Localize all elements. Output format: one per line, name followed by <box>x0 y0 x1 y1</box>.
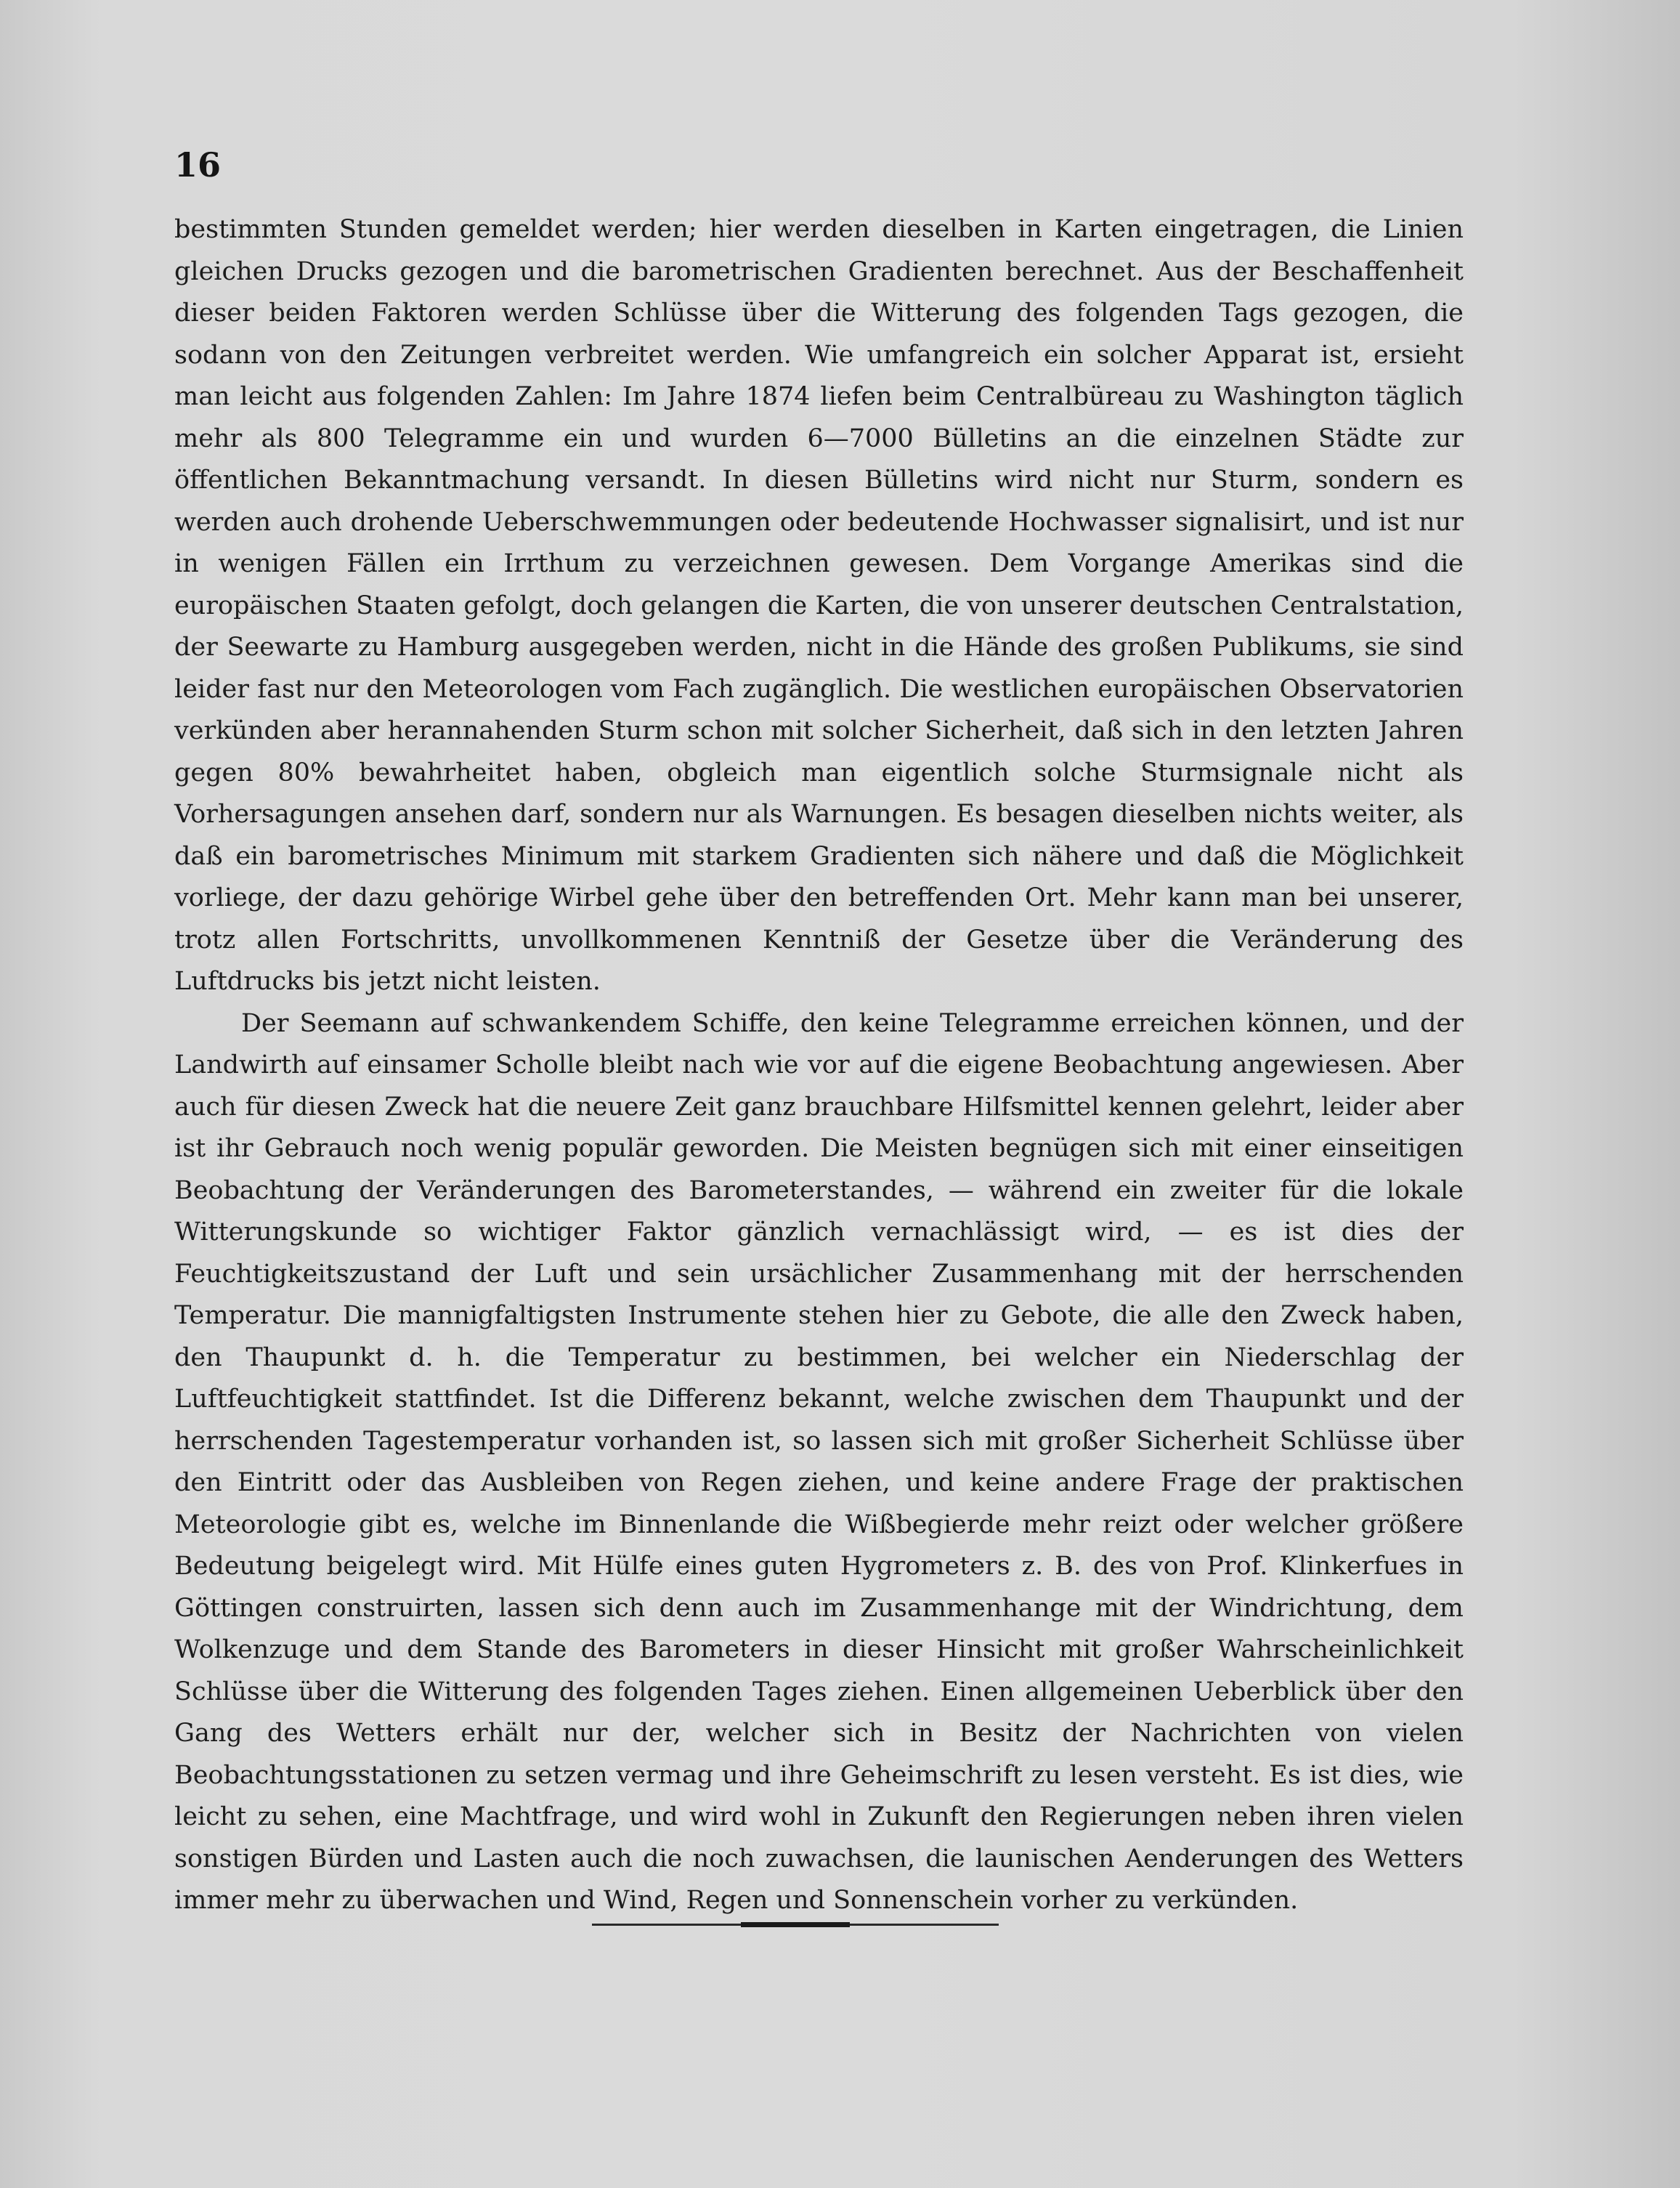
page-number: 16 <box>174 145 222 185</box>
section-end-rule <box>592 1922 999 1927</box>
body-text <box>174 209 1464 1922</box>
rule-left-line <box>592 1924 741 1926</box>
rule-center-bar <box>741 1922 850 1927</box>
paragraph-seemann: Der Seemann auf schwankendem Schiffe, den keine Telegramme erreichen können, und der Landwirth auf einsamer Scholle bleibt nach wie vor auf die eigene Beobachtung angewiesen. Aber auch für diesen Zweck hat die neuere Zeit ganz brauchbare Hilfsmittel kennen gelehrt, leider aber ist ihr Gebrauch noch wenig populär geworden. Die Meisten begnügen sich mit einer einseitigen Beobachtung der Veränderungen des Barometerstandes, — während ein zweiter für die lokale Witterungskunde so wichtiger Faktor gänzlich vernachlässigt wird, — es ist dies der Feuchtigkeitszustand der Luft und sein ursächlicher Zusammenhang mit der herrschenden Temperatur. Die mannigfaltigsten Instrumente stehen hier zu Gebote, die alle den Zweck haben, den Thaupunkt d. h. die Temperatur zu bestimmen, bei welcher ein Niederschlag der Luftfeuchtigkeit stattfindet. Ist die Differenz bekannt, welche zwischen dem Thaupunkt und der herrschenden Tagestemperatur vorhanden ist, so lassen sich mit großer Sicherheit Schlüsse über den Eintritt oder das Ausbleiben von Regen ziehen, und keine andere Frage der praktischen Meteorologie gibt es, welche im Binnenlande die Wißbegierde mehr reizt oder welcher größere Bedeutung beigelegt wird. Mit Hülfe eines guten Hygrometers z. B. des von Prof. Klinkerfues in Göttingen construirten, lassen sich denn auch im Zusammenhange mit der Windrichtung, dem Wolkenzuge und dem Stande des Barometers in dieser Hinsicht mit großer Wahrscheinlichkeit Schlüsse über die Witterung des folgenden Tages ziehen. Einen allgemeinen Ueberblick über den Gang des Wetters erhält nur der, welcher sich in Besitz der Nachrichten von vielen Beobachtungsstationen zu setzen vermag und ihre Geheimschrift zu lesen versteht. Es ist dies, wie leicht zu sehen, eine Machtfrage, und wird wohl in Zukunft den Regierungen neben ihren vielen sonstigen Bürden und Lasten auch die noch zuwachsen, die launischen Aenderungen des Wetters immer mehr zu überwachen und Wind, Regen und Sonnenschein vorher zu verkünden. <box>174 1008 1464 1915</box>
rule-right-line <box>850 1924 999 1926</box>
paragraph-continued: bestimmten Stunden gemeldet werden; hier werden dieselben in Karten eingetragen, die Linien gleichen Drucks gezogen und die barometrischen Gradienten berechnet. Aus der Beschaffenheit dieser beiden Faktoren werden Schlüsse über die Witterung des folgenden Tags gezogen, die sodann von den Zeitungen verbreitet werden. Wie umfangreich ein solcher Apparat ist, ersieht man leicht aus folgenden Zahlen: Im Jahre 1874 liefen beim Centralbüreau zu Washington täglich mehr als 800 Telegramme ein und wurden 6—7000 Bülletins an die einzelnen Städte zur öffentlichen Bekanntmachung versandt. In diesen Bülletins wird nicht nur Sturm, sondern es werden auch drohende Ueberschwemmungen oder bedeutende Hochwasser signalisirt, und ist nur in wenigen Fällen ein Irrthum zu verzeichnen gewesen. Dem Vorgange Amerikas sind die europäischen Staaten gefolgt, doch gelangen die Karten, die von unserer deutschen Centralstation, der Seewarte zu Hamburg ausgegeben werden, nicht in die Hände des großen Publikums, sie sind leider fast nur den Meteorologen vom Fach zugänglich. Die westlichen europäischen Observatorien verkünden aber herannahenden Sturm schon mit solcher Sicherheit, daß sich in den letzten Jahren gegen 80% bewahrheitet haben, obgleich man eigentlich solche Sturmsignale nicht als Vorhersagungen ansehen darf, sondern nur als Warnungen. Es besagen dieselben nichts weiter, als daß ein barometrisches Minimum mit starkem Gradienten sich nähere und daß die Möglichkeit vorliege, der dazu gehörige Wirbel gehe über den betreffenden Ort. Mehr kann man bei unserer, trotz allen Fortschritts, unvollkommenen Kenntniß der Gesetze über die Veränderung des Luftdrucks bis jetzt nicht leisten. <box>174 215 1464 996</box>
